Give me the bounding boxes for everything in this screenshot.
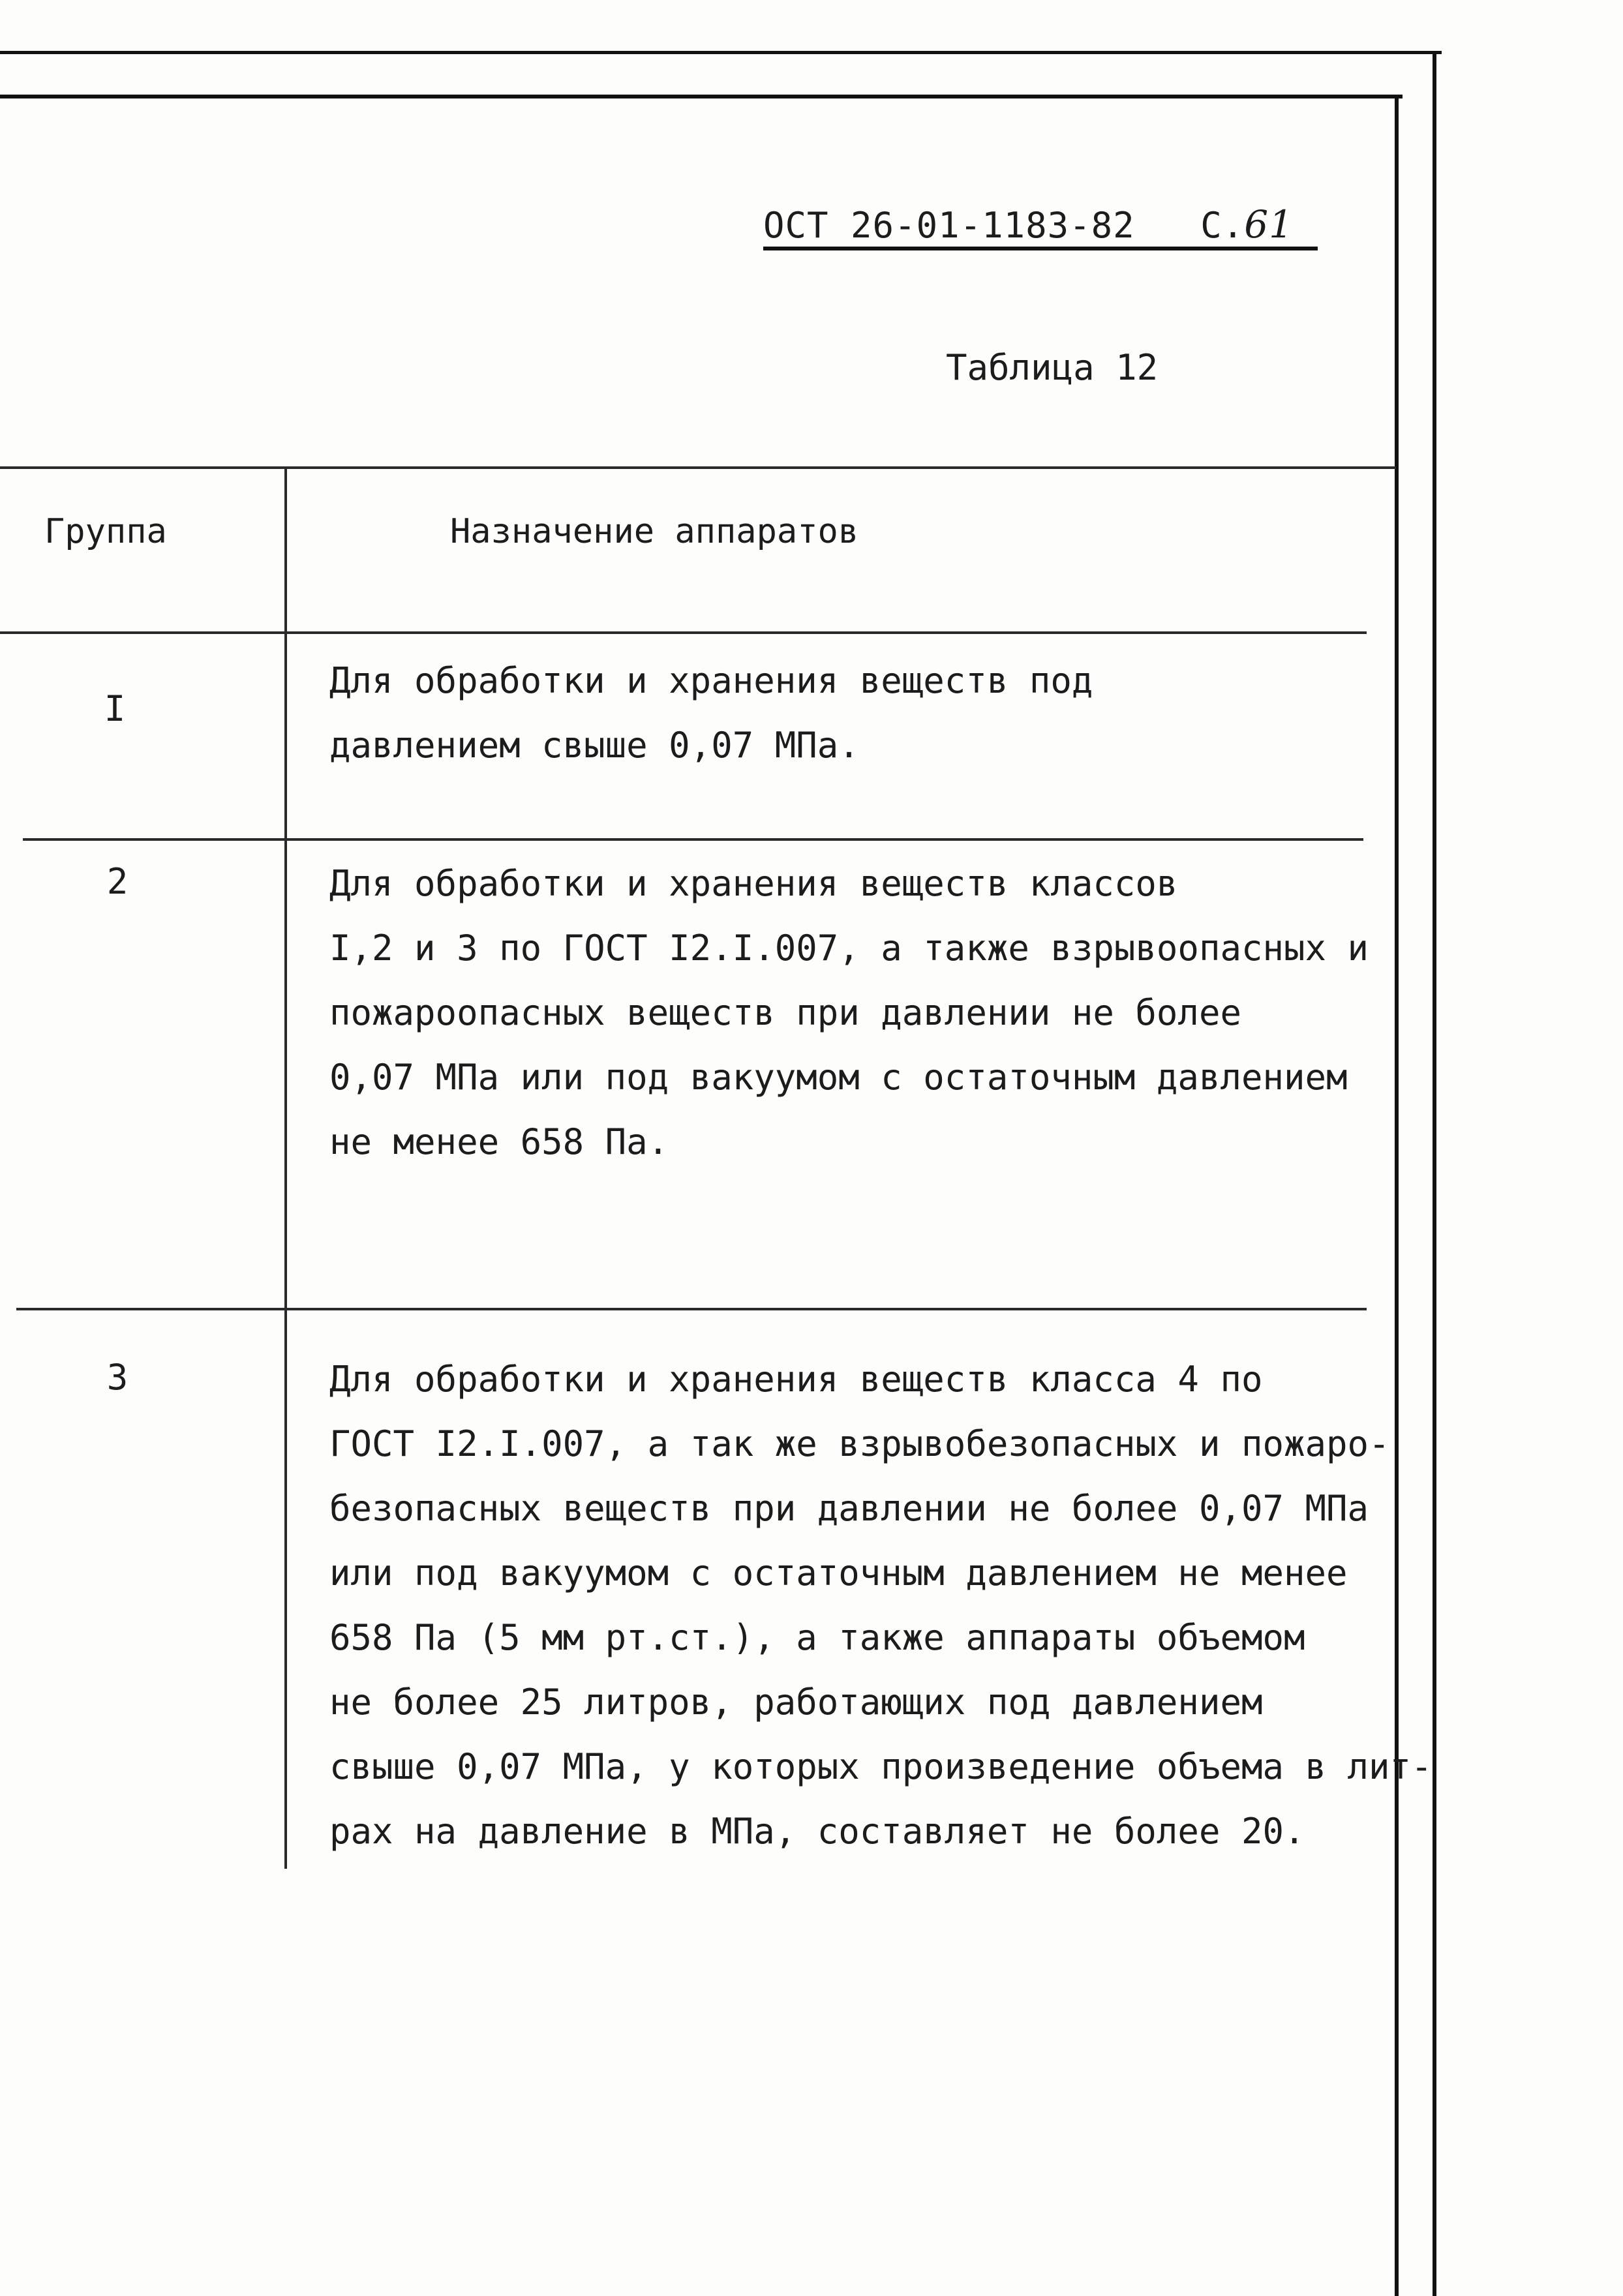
row-3-line-7: свыше 0,07 МПа, у которых произведение объема в лит- xyxy=(329,1746,1433,1787)
page-prefix: С. xyxy=(1200,205,1245,246)
page-number: 61 xyxy=(1244,202,1294,247)
right-inner-border-line xyxy=(1395,95,1399,2296)
row-3-line-5: 658 Па (5 мм рт.ст.), а также аппараты объемом xyxy=(329,1617,1305,1658)
table-top-line xyxy=(0,466,1396,469)
table-title: Таблица 12 xyxy=(946,347,1159,388)
row-divider-2 xyxy=(16,1308,1367,1310)
row-2-purpose xyxy=(329,851,1369,1174)
column-divider xyxy=(284,466,287,1869)
row-1-purpose xyxy=(329,648,1093,778)
row-2-line-3: пожароопасных веществ при давлении не более xyxy=(329,992,1241,1033)
row-3-line-6: не более 25 литров, работающих под давлением xyxy=(329,1682,1263,1723)
document-code xyxy=(763,202,1294,247)
row-3-line-4: или под вакуумом с остаточным давлением не менее xyxy=(329,1552,1348,1594)
row-1-line-1: Для обработки и хранения веществ под xyxy=(329,660,1093,701)
row-3-line-1: Для обработки и хранения веществ класса 4 по xyxy=(329,1359,1263,1400)
row-divider-1 xyxy=(23,838,1363,841)
column-header-purpose: Назначение аппаратов xyxy=(450,512,859,551)
row-2-line-1: Для обработки и хранения веществ классов xyxy=(329,863,1178,904)
document-code-text: ОСТ 26-01-1183-82 xyxy=(763,205,1135,246)
column-header-group: Группа xyxy=(44,512,167,551)
row-3-line-8: рах на давление в МПа, составляет не более 20. xyxy=(329,1811,1305,1852)
row-3-group: 3 xyxy=(106,1357,129,1398)
row-3-purpose xyxy=(329,1347,1433,1864)
row-2-group: 2 xyxy=(106,861,129,902)
row-3-line-2: ГОСТ I2.I.007, а так же взрывобезопасных и пожаро- xyxy=(329,1423,1390,1464)
top-border-line-secondary xyxy=(0,95,1403,98)
row-2-line-5: не менее 658 Па. xyxy=(329,1121,669,1162)
top-border-line xyxy=(0,51,1442,54)
document-code-underline xyxy=(763,247,1318,250)
row-3-line-3: безопасных веществ при давлении не более 0,07 МПа xyxy=(329,1488,1369,1529)
right-border-line xyxy=(1433,51,1436,2296)
row-2-line-2: I,2 и 3 по ГОСТ I2.I.007, а также взрывоопасных и xyxy=(329,928,1369,969)
row-2-line-4: 0,07 МПа или под вакуумом с остаточным давлением xyxy=(329,1057,1348,1098)
table-header-bottom-line xyxy=(0,631,1367,634)
row-1-line-2: давлением свыше 0,07 МПа. xyxy=(329,725,860,766)
row-1-group: I xyxy=(104,688,126,729)
